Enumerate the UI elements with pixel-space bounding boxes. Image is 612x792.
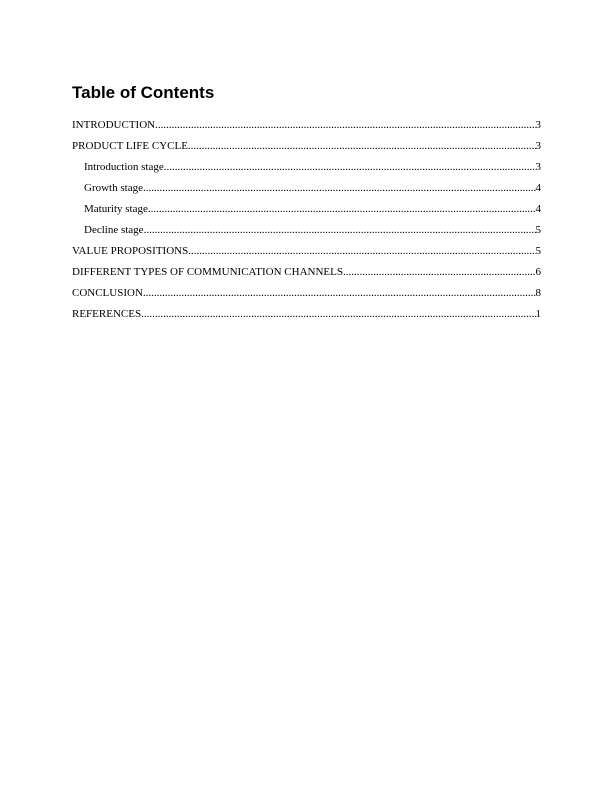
toc-list [72,115,541,325]
toc-entry-label: Growth stage [84,182,143,194]
toc-entry-decline-stage[interactable] [72,220,541,241]
toc-title: Table of Contents [72,83,215,102]
toc-page-number: 4 [535,203,541,215]
toc-dot-leader [164,157,536,178]
toc-dot-leader [188,241,535,262]
toc-page-number: 3 [535,140,541,152]
toc-dot-leader [155,115,535,136]
toc-entry-introduction[interactable] [72,115,541,136]
toc-entry-maturity-stage[interactable] [72,199,541,220]
toc-entry-label: INTRODUCTION [72,119,156,131]
toc-entry-label: Decline stage [84,224,144,236]
toc-entry-label: DIFFERENT TYPES OF COMMUNICATION CHANNELS [72,266,343,278]
toc-page-number: 8 [535,287,541,299]
toc-entry-label: Introduction stage [84,161,164,173]
toc-dot-leader [143,283,536,304]
toc-dot-leader [143,178,536,199]
toc-page-number: 1 [535,308,541,320]
toc-dot-leader [144,220,536,241]
toc-page-number: 3 [535,161,541,173]
toc-page-number: 5 [535,245,541,257]
toc-entry-growth-stage[interactable] [72,178,541,199]
toc-page-number: 6 [535,266,541,278]
toc-entry-references[interactable] [72,304,541,325]
toc-entry-label: REFERENCES [72,308,142,320]
toc-entry-label: CONCLUSION [72,287,143,299]
toc-entry-communication-channels[interactable] [72,262,541,283]
toc-entry-conclusion[interactable] [72,283,541,304]
toc-entry-product-life-cycle[interactable] [72,136,541,157]
toc-dot-leader [188,136,536,157]
toc-dot-leader [141,304,535,325]
toc-entry-label: PRODUCT LIFE CYCLE [72,140,188,152]
toc-entry-label: VALUE PROPOSITIONS [72,245,189,257]
toc-entry-label: Maturity stage [84,203,148,215]
toc-dot-leader [148,199,536,220]
toc-entry-value-propositions[interactable] [72,241,541,262]
toc-page-number: 3 [535,119,541,131]
toc-dot-leader [343,262,536,283]
toc-page-number: 4 [535,182,541,194]
toc-entry-introduction-stage[interactable] [72,157,541,178]
toc-page-number: 5 [535,224,541,236]
